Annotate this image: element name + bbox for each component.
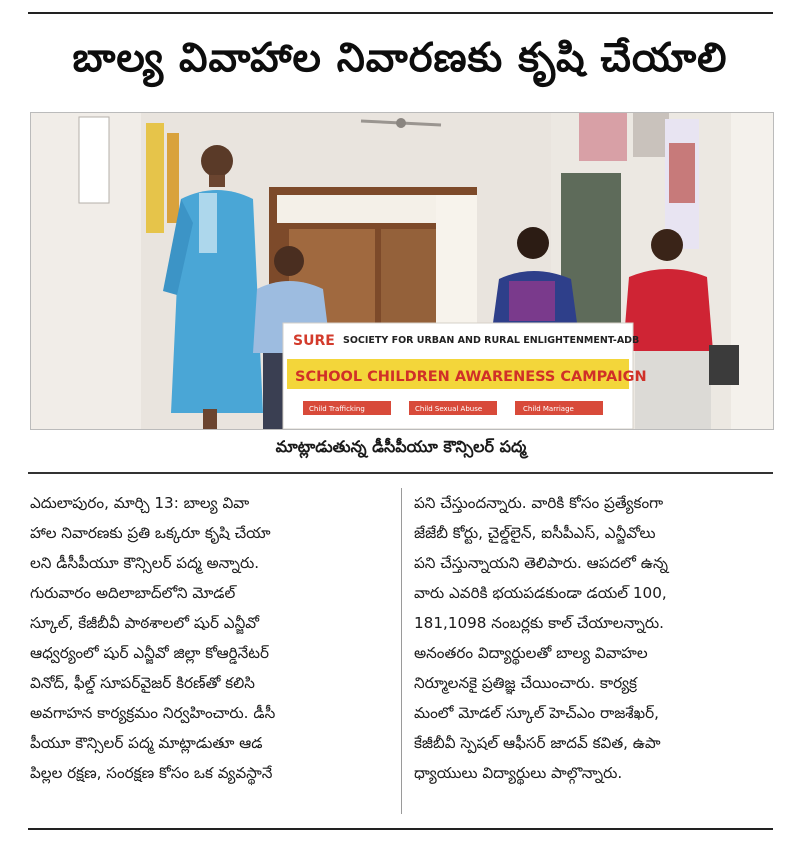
article-line: 181,1098 నంబర్లకు కాల్ చేయాలన్నారు. (414, 614, 664, 632)
top-rule (28, 12, 773, 14)
headline: బాల్య వివాహాల నివారణకు కృషి చేయాలి (72, 35, 728, 81)
article-line: పిల్లల రక్షణ, సంరక్షణ కోసం ఒక వ్యవస్థానే (30, 764, 273, 782)
article-line: మంలో మోడల్ స్కూల్ హెచ్ఎం రాజశేఖర్, (414, 704, 659, 722)
article-line: అనంతరం విద్యార్థులతో బాల్య వివాహల (414, 644, 648, 662)
banner-tag-marriage: Child Marriage (523, 405, 574, 413)
article-line: స్కూల్, కేజీబీవీ పాఠశాలలో షుర్ ఎన్జీవో (30, 614, 260, 632)
article-line: జేజేబీ కోర్టు, చైల్డ్‌లైన్, ఐసీపీఎస్, ఎన్జీవోలు (414, 524, 656, 542)
article-line: పని చేస్తుందన్నారు. వారికి కోసం ప్రత్యేకంగా (414, 494, 664, 512)
bottom-rule (28, 828, 773, 830)
banner-campaign: SCHOOL CHILDREN AWARENESS CAMPAIGN (295, 369, 647, 385)
photo-caption: మాట్లాడుతున్న డీసీపీయూ కౌన్సిలర్ పద్మ (275, 437, 527, 456)
news-photo (30, 112, 774, 430)
article-line: ఎదులాపురం, మార్చి 13: బాల్య వివా (30, 494, 250, 512)
article-line: ఆధ్వర్యంలో షుర్ ఎన్జీవో జిల్లా కోఆర్డినేటర్ (30, 644, 269, 662)
campaign-banner (283, 323, 647, 429)
banner-tag-abuse: Child Sexual Abuse (415, 405, 483, 413)
banner-logo: SURE (293, 333, 335, 349)
article-line: పని చేస్తున్నాయని తెలిపారు. ఆపదలో ఉన్న (414, 554, 669, 572)
article-line: వారు ఎవరికి భయపడకుండా డయల్ 100, (414, 584, 667, 602)
article-column-left (30, 488, 388, 788)
column-divider (401, 488, 402, 814)
article-column-right (414, 488, 774, 788)
article-line: వినోద్, ఫీల్డ్ సూపర్‌వైజర్ కిరణ్‌తో కలిసి (30, 674, 255, 692)
article-line: నిర్మూలనకై ప్రతిజ్ఞ చేయించారు. కార్యక్ర (414, 674, 637, 692)
article-line: అవగాహన కార్యక్రమం నిర్వహించారు. డీసీ (30, 704, 276, 722)
banner-tag-trafficking: Child Trafficking (309, 405, 365, 413)
article-line: లని డీసీపీయూ కౌన్సిలర్ పద్మ అన్నారు. (30, 554, 260, 572)
article-line: హాల నివారణకు ప్రతి ఒక్కరూ కృషి చేయా (30, 524, 271, 542)
article-line: కేజీబీవీ స్పెషల్ ఆఫీసర్ జాదవ్ కవిత, ఉపా (414, 734, 661, 752)
banner-org: SOCIETY FOR URBAN AND RURAL ENLIGHTENMENT-ADB (343, 335, 640, 346)
caption-rule (28, 472, 773, 474)
article-line: ధ్యాయులు విద్యార్థులు పాల్గొన్నారు. (414, 764, 623, 782)
article-line: గురువారం అదిలాబాద్‌లోని మోడల్ (30, 584, 236, 602)
article-line: పీయూ కౌన్సిలర్ పద్మ మాట్లాడుతూ ఆడ (30, 734, 263, 752)
